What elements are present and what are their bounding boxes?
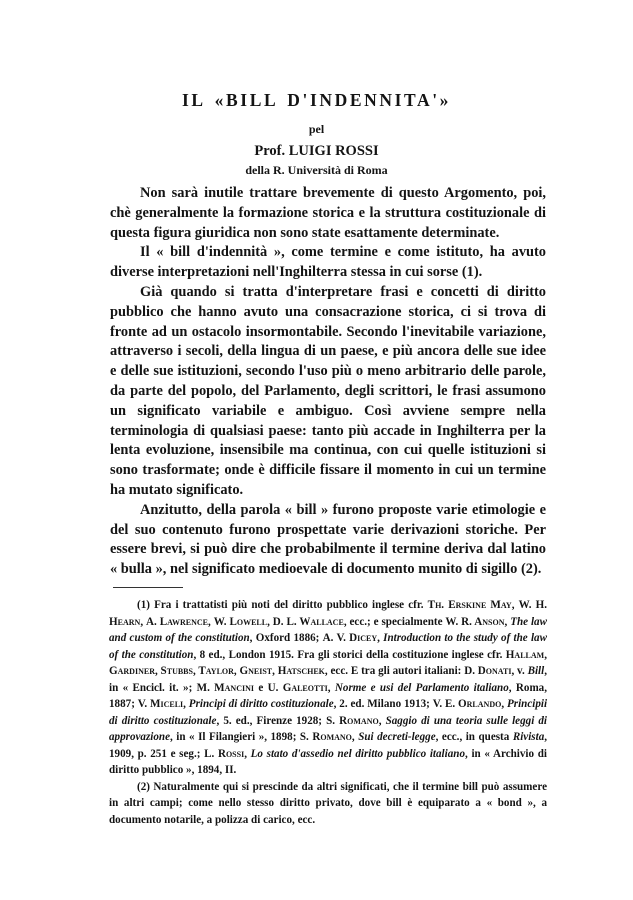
author-name: Prof. LUIGI ROSSI [254,143,379,159]
paragraph: Non sarà inutile trattare brevemente di questo Argomento, poi, chè generalmente la formazione storica e la struttura costituzionale di questa figura giuridica non sono state esattamente determinate. [110,185,546,241]
paragraph: Anzitutto, della parola « bill » furono proposte varie etimologie e del suo contenuto furono prospettate varie derivazioni storiche. Per essere brevi, si può dire che probabilmente il termine deriva dal latino « bulla », nel significato medioevale di documento munito di sigillo (2). [110,501,546,578]
paragraph: Già quando si tratta d'interpretare frasi e concetti di diritto pubblico che hanno avuto una consacrazione storica, ci si trova di fronte ad un ostacolo insormontabile. Secondo l'inevitabile variazione, attraverso i secoli, della lingua di un paese, e più ancora delle sue idee e delle sue istituzioni, secondo l'uso più o meno arbitrario delle parole, da parte del popolo, del Parlamento, degli scrittori, le frasi assumono un significato variabile e ambiguo. Così avviene sempre nella terminologia di qualsiasi paese: tanto più accade in Inghilterra per la lenta evoluzione, insensibile ma continua, con cui quelle istituzioni si sono trasformate; onde è difficile fissare il momento in cui un termine ha mutato significato. [110,283,546,498]
author-affiliation: della R. Università di Roma [245,163,388,177]
footnote-separator [113,587,183,588]
footnote-2: (2) Naturalmente qui si prescinde da altri significati, che il termine bill può assumere in altri campi; come nello stesso diritto privato, dove bill è equiparato a « bond », a documento notarile, a polizza di carico, ecc. [109,780,547,826]
article-title: IL «BILL D'INDENNITA'» [181,90,452,110]
footnotes [109,597,547,828]
article-body [110,184,546,580]
footnote-1: (1) Fra i trattatisti più noti del diritto pubblico inglese cfr. Th. Erskine May, W. H. Hearn, A. Lawrence, W. Lowell, D. L. Wallace, ecc.; e specialmente W. R. Anson, The law and custom of the constitution, Oxford 1886; A. V. Dicey, Introduction to the study of the law of the constitution, 8 ed., London 1915. Fra gli storici della costituzione inglese cfr. Hallam, Gardiner, Stubbs, Taylor, Gneist, Hatschek, ecc. E tra gli autori italiani: D. Donati, v. Bill, in « Encicl. it. »; M. Mancini e U. Galeotti, Norme e usi del Parlamento italiano, Roma, 1887; V. Miceli, Principi di diritto costituzionale, 2. ed. Milano 1913; V. E. Orlando, Principii di diritto costituzionale, 5. ed., Firenze 1928; S. Romano, Saggio di una teoria sulle leggi di approvazione, in « Il Filangieri », 1898; S. Romano, Sui decreti-legge, ecc., in questa Rivista, 1909, p. 251 e seg.; L. Rossi, Lo stato d'assedio nel diritto pubblico italiano, in « Archivio di diritto pubblico », 1894, II. [109,599,548,776]
paragraph: Il « bill d'indennità », come termine e come istituto, ha avuto diverse interpretazioni nell'Inghilterra stessa in cui sorse (1). [110,244,546,281]
byline-preposition: pel [308,122,325,136]
